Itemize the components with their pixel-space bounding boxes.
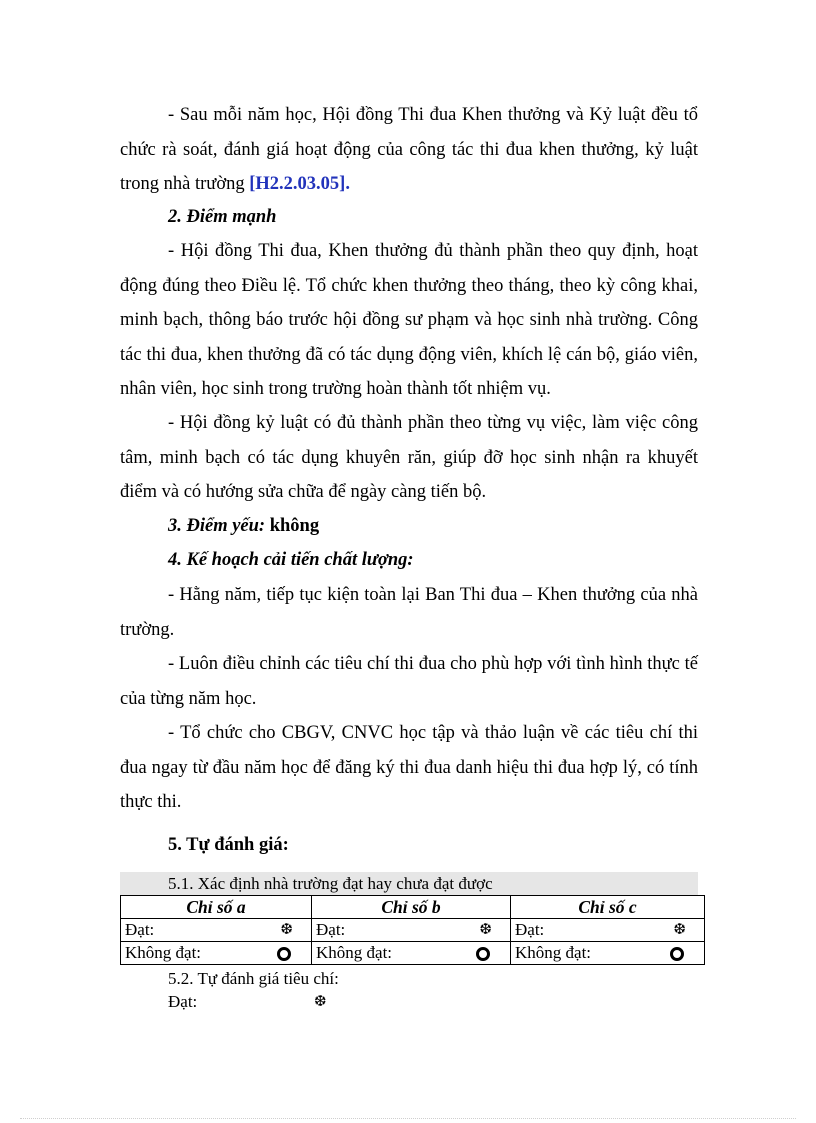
- pass-label: Đạt:: [316, 920, 346, 939]
- cell-fail-a: [121, 942, 312, 965]
- paragraph-plan-1: - Hằng năm, tiếp tục kiện toàn lại Ban Thi đua – Khen thưởng của nhà trường.: [120, 585, 698, 640]
- evidence-reference: [H2.2.03.05].: [249, 174, 350, 194]
- circle-icon: [277, 947, 291, 961]
- snowflake-icon: ❆: [673, 922, 686, 938]
- heading-weaknesses-label: 3. Điểm yếu:: [168, 516, 266, 536]
- paragraph-strengths-2: - Hội đồng kỷ luật có đủ thành phần theo từng vụ việc, làm việc công tâm, minh bạch có tác dụng khuyên răn, giúp đỡ học sinh nhận ra khuyết điểm và có hướng sửa chữa để ngày càng tiến bộ.: [120, 413, 698, 502]
- snowflake-icon: ❆: [314, 994, 327, 1010]
- snowflake-icon: ❆: [479, 922, 492, 938]
- subheading-criterion-assessment: 5.2. Tự đánh giá tiêu chí:: [168, 969, 339, 988]
- circle-icon: [670, 947, 684, 961]
- paragraph-plan-2: - Luôn điều chỉnh các tiêu chí thi đua cho phù hợp với tình hình thực tế của từng năm học.: [120, 654, 698, 709]
- heading-strengths-title: Điểm mạnh: [186, 207, 277, 227]
- paragraph-strengths-1: - Hội đồng Thi đua, Khen thưởng đủ thành phần theo quy định, hoạt động đúng theo Điều lệ. Tổ chức khen thưởng theo tháng, theo kỳ công khai, minh bạch, thông báo trước hội đồng sư phạm và học sinh nhà trường. Công tác thi đua, khen thưởng đã có tác dụng động viên, khích lệ cán bộ, giáo viên, nhân viên, học sinh trong trường hoàn thành tốt nhiệm vụ.: [120, 241, 698, 399]
- paragraph-plan-3: - Tổ chức cho CBGV, CNVC học tập và thảo luận về các tiêu chí thi đua ngay từ đầu năm học để đăng ký thi đua danh hiệu thi đua hợp lý, có tính thực thi.: [120, 723, 698, 812]
- pass-label: Đạt:: [125, 920, 155, 939]
- final-result-label: Đạt:: [168, 992, 198, 1011]
- criteria-header-row: [121, 896, 705, 919]
- criteria-fail-row: [121, 942, 705, 965]
- criteria-table: [120, 895, 705, 965]
- fail-label: Không đạt:: [515, 943, 592, 962]
- snowflake-icon: ❆: [280, 922, 293, 938]
- paragraph-review: [120, 98, 698, 202]
- pass-label: Đạt:: [515, 920, 545, 939]
- column-header-a: Chỉ số a: [121, 896, 312, 919]
- cell-pass-a: [121, 919, 312, 942]
- heading-strengths: [168, 200, 276, 234]
- cell-pass-b: [312, 919, 511, 942]
- circle-icon: [476, 947, 490, 961]
- final-result: [168, 991, 327, 1013]
- paragraph-review-text: - Sau mỗi năm học, Hội đồng Thi đua Khen thưởng và Kỷ luật đều tổ chức rà soát, đánh giá hoạt động của công tác thi đua khen thưởng, kỷ luật trong nhà trường: [120, 105, 698, 194]
- criteria-pass-row: [121, 919, 705, 942]
- cell-fail-b: [312, 942, 511, 965]
- cell-fail-c: [511, 942, 705, 965]
- heading-strengths-number: 2.: [168, 207, 182, 227]
- page-bottom-divider: [20, 1118, 796, 1119]
- fail-label: Không đạt:: [316, 943, 393, 962]
- heading-weaknesses-value: không: [265, 516, 320, 536]
- heading-self-assessment: 5. Tự đánh giá:: [168, 835, 289, 855]
- column-header-c: Chỉ số c: [511, 896, 705, 919]
- subheading-determine: 5.1. Xác định nhà trường đạt hay chưa đạt được: [168, 874, 493, 893]
- heading-improvement-plan: 4. Kế hoạch cải tiến chất lượng:: [168, 550, 414, 570]
- heading-weaknesses: [168, 509, 319, 543]
- column-header-b: Chỉ số b: [312, 896, 511, 919]
- fail-label: Không đạt:: [125, 943, 202, 962]
- cell-pass-c: [511, 919, 705, 942]
